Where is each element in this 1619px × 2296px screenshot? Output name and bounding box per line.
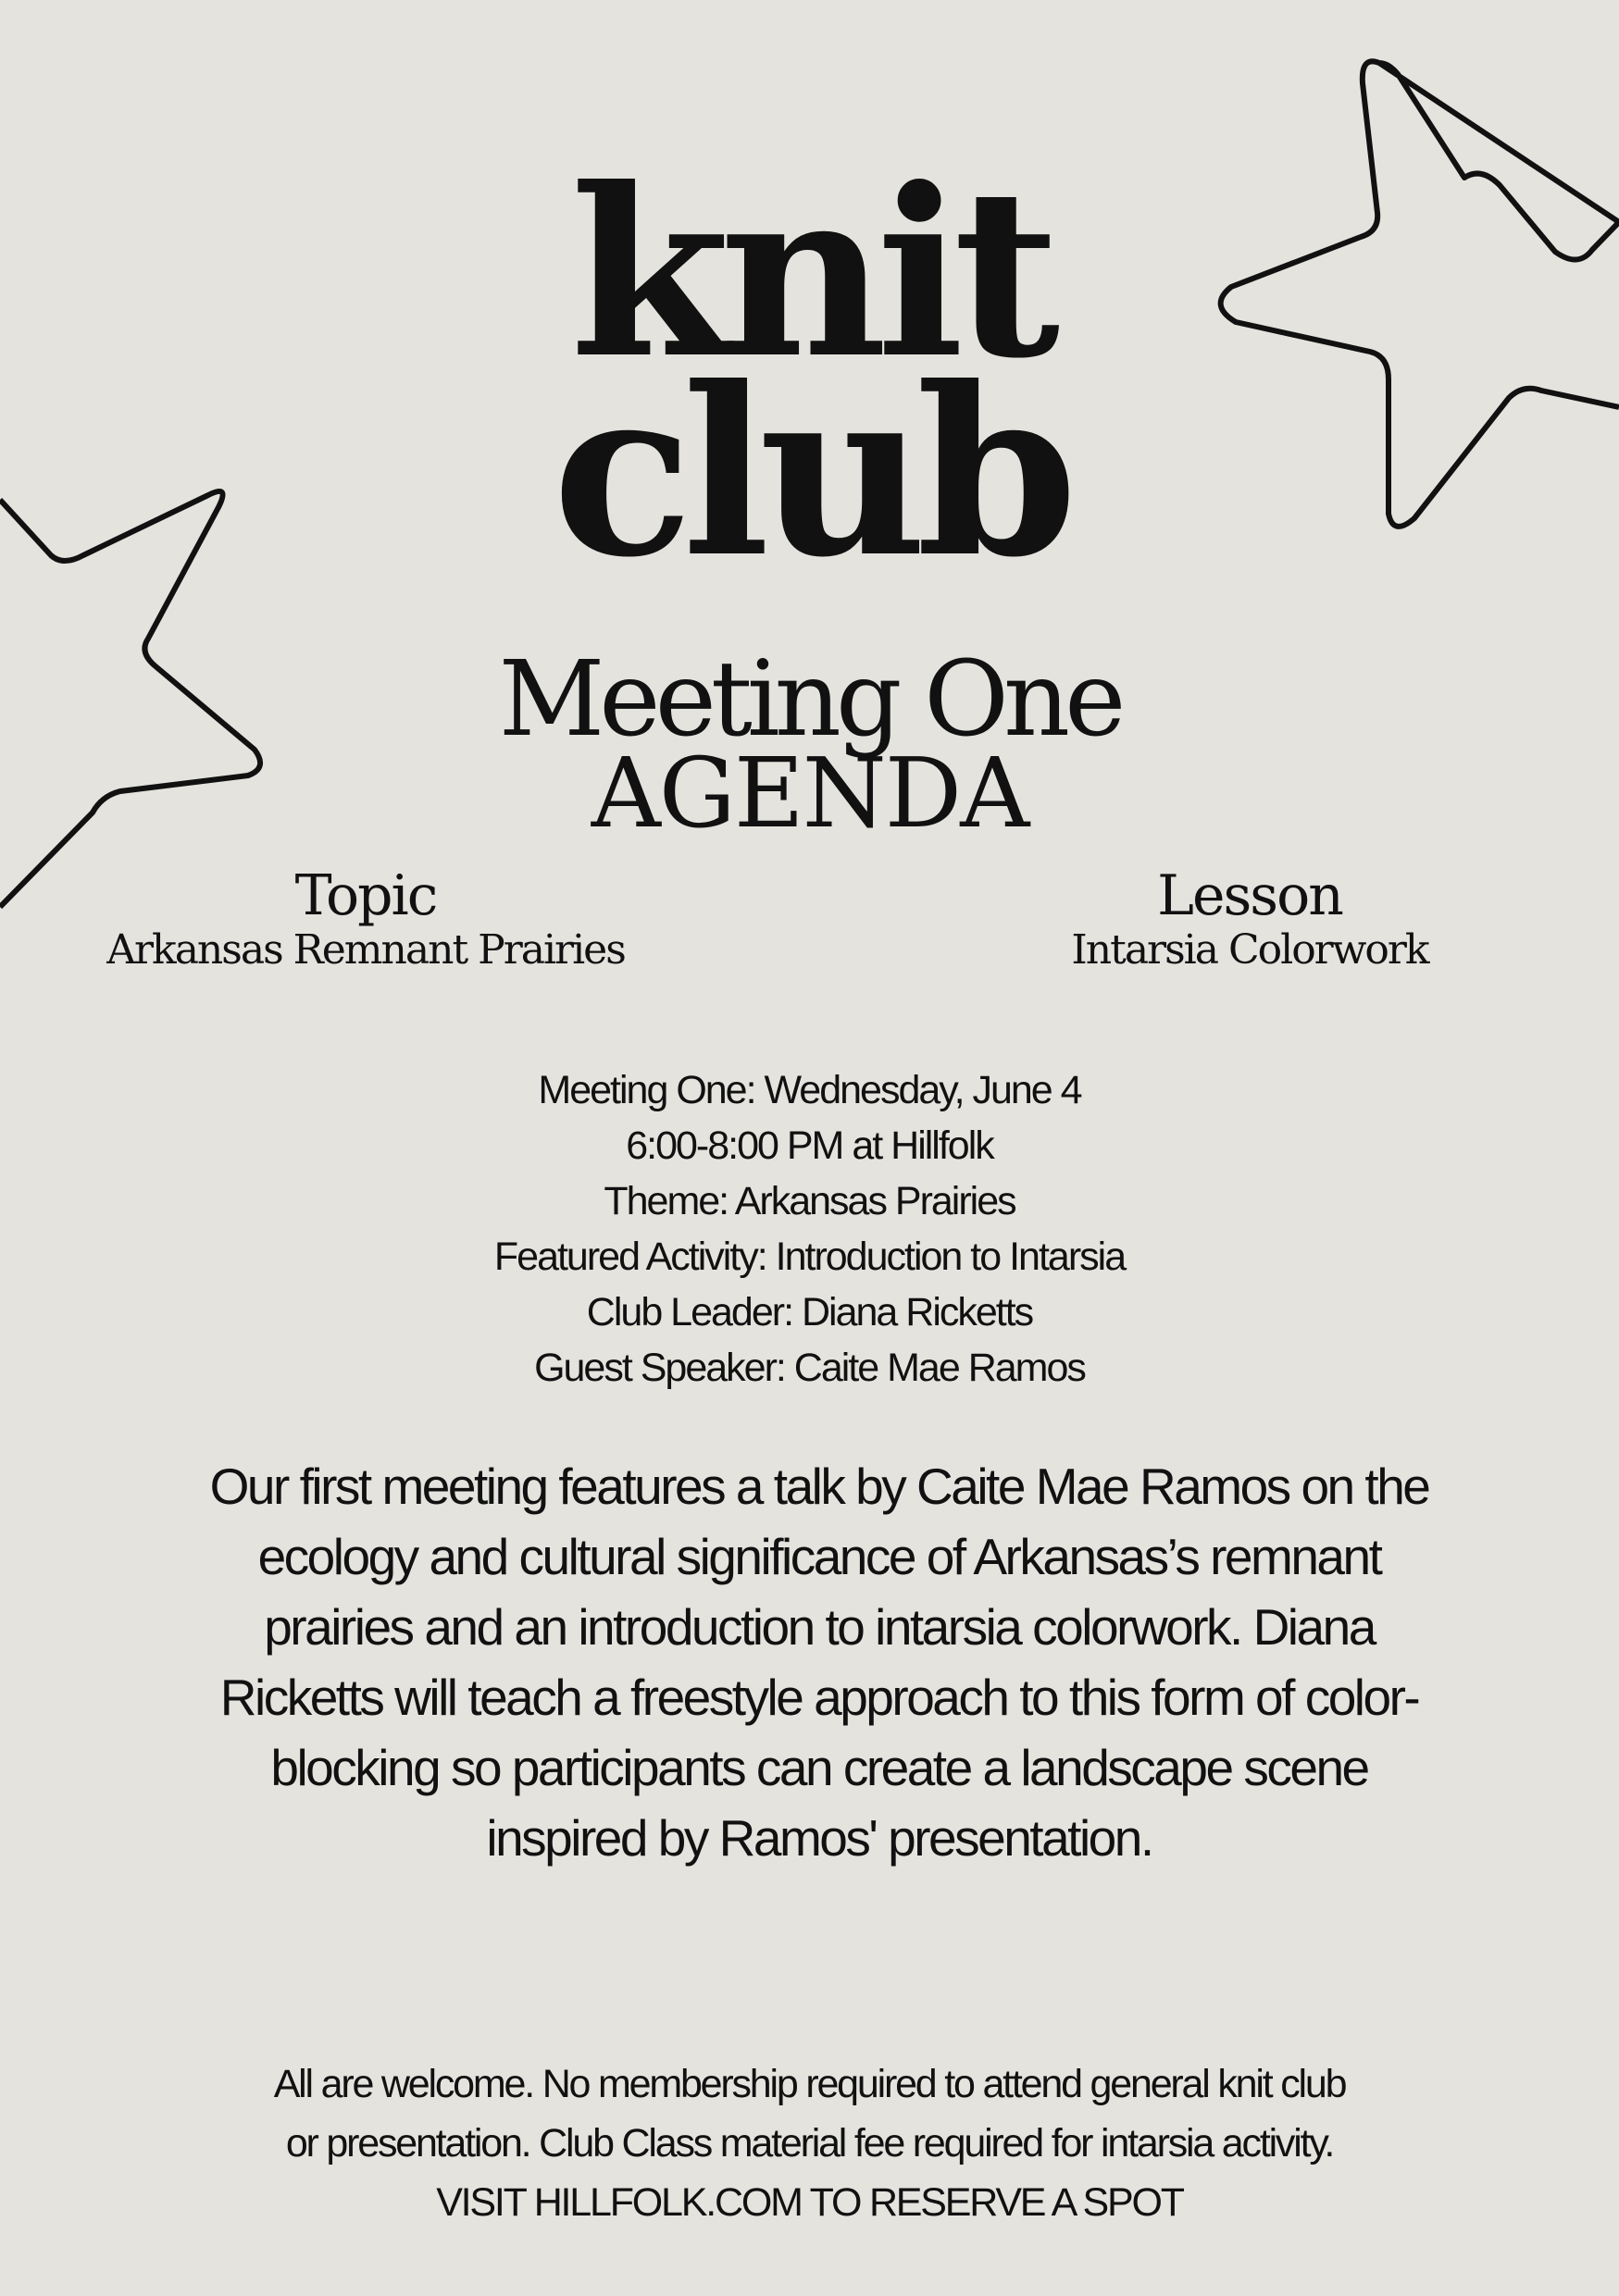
detail-line: Featured Activity: Introduction to Intarsia <box>493 1235 1126 1279</box>
meeting-details <box>0 1062 1619 1396</box>
topic-heading: Topic <box>294 863 437 928</box>
footer-line: or presentation. Club Class material fee required for intarsia activity. <box>285 2121 1334 2166</box>
lesson-heading: Lesson <box>1157 863 1342 928</box>
detail-line: 6:00-8:00 PM at Hillfolk <box>626 1123 993 1168</box>
lesson-column <box>1018 865 1481 973</box>
footer-notice <box>0 2054 1619 2232</box>
lesson-value: Intarsia Colorwork <box>1071 926 1428 974</box>
footer-line: All are welcome. No membership required to attend general knit club <box>273 2062 1346 2106</box>
agenda-heading: AGENDA <box>591 737 1028 850</box>
club-title-knit: knit <box>569 137 1050 409</box>
topic-column <box>88 865 643 973</box>
meeting-description: Our first meeting features a talk by Caite Mae Ramos on the ecology and cultural significance of Arkansas’s remnant prairies and an introduction to intarsia colorwork. Diana Ricketts will teach a freestyle approach to this form of color-blocking so participants can create a landscape scene inspired by Ramos' presentation. <box>209 1458 1429 1867</box>
detail-line: Club Leader: Diana Ricketts <box>586 1290 1033 1334</box>
club-title-club: club <box>552 336 1067 608</box>
topic-value: Arkansas Remnant Prairies <box>106 926 625 974</box>
detail-line: Meeting One: Wednesday, June 4 <box>538 1068 1081 1112</box>
meeting-heading: Meeting One <box>498 639 1121 760</box>
footer-cta: VISIT HILLFOLK.COM TO RESERVE A SPOT <box>436 2180 1183 2225</box>
detail-line: Theme: Arkansas Prairies <box>604 1179 1015 1223</box>
detail-line: Guest Speaker: Caite Mae Ramos <box>534 1346 1085 1390</box>
